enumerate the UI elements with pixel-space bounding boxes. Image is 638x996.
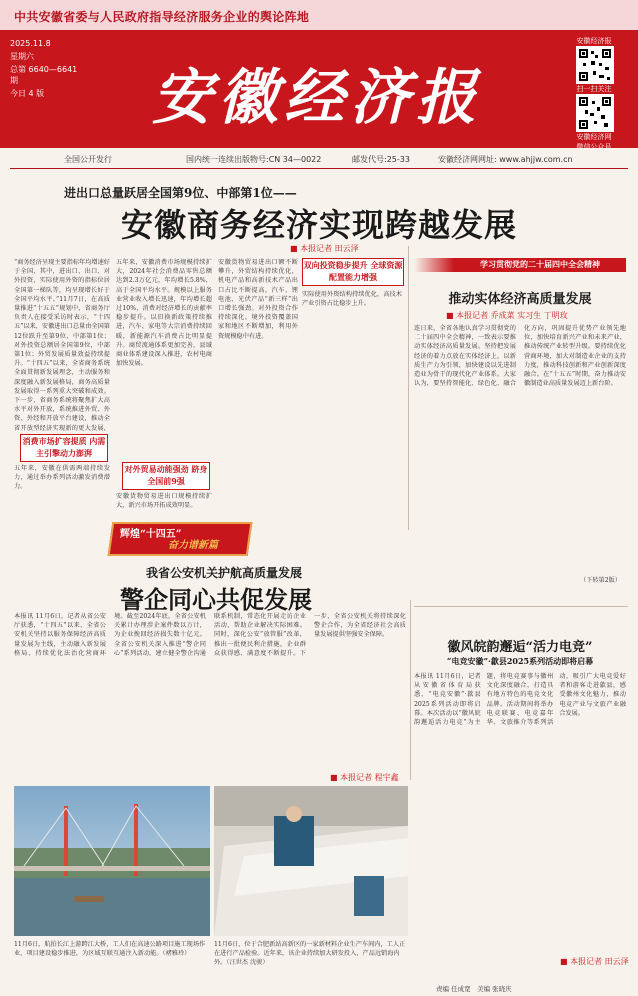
lead-subhead-2 [122, 462, 210, 490]
divider [414, 606, 628, 607]
lead-column-2-tail: 安徽货物贸易进出口规模持续扩大，新兴市场开拓成效明显。 [116, 493, 212, 510]
lead-column-1: “商务经济呈现主要指标年均增速好于全国，其中，进出口、出口、对外投资、实际使用外资的指标位居全国第一梯队等，均呈现增长好于全国平均水平。”11月7日，在高质量推进“十五五”规划中，省商务厅负责人在接受采访时表示，“十四五”以来，安徽进出口总量由全国第12位跃升至第9位，中部第1位；对外投资总额居全国第9位，中部第1位；外贸发展质量效益持续提升。“十四五”以来，全省商务系统全面贯彻新发展理念，主动服务和深度融入新发展格局，商务高质量发展取得一系列重大突破和成效。下一步，省商务系统将聚焦扩大高水平对外开放，系统推进外贸、外资、外经和开放平台建设，推动全省开放型经济实现新的更大发展， [14, 259, 110, 431]
qr-code-icon[interactable] [576, 94, 614, 132]
lead-column-3: 安徽货物贸易进出口额不断攀升，外贸结构持续优化，机电产品和高新技术产品出口占比不断提高，汽车、锂电池、光伏产品“新三样”出口增长强劲。对外投资合作持续深化，境外投资覆盖国家和地区不断增加，利用外资规模稳中有进。 [218, 259, 298, 340]
info-distribution: 全国公开发行 [64, 155, 112, 164]
lead-subhead-3-text: 双向投资稳步提升 全球资源配置能力增强 [303, 260, 403, 282]
info-line [0, 150, 638, 166]
second-byline: ■ 本报记者 程宇鑫 [330, 773, 399, 782]
banner-ribbon-icon [414, 258, 454, 272]
lead-subhead-2-text: 对外贸易动能强劲 跻身全国前9强 [124, 464, 208, 486]
section-stamp [110, 522, 246, 552]
right-headline: 推动实体经济高质量发展 [448, 292, 592, 307]
third-body: 本报讯 11月6日，记者从安徽省体育局获悉，“电竞安徽”·歙县2025系列活动即将启幕。本次活动以“徽风皖韵邂逅活力电竞”为主题，将电竞赛事与徽州文化深度融合，打造具有地方特色的电竞文化品牌。活动期间将举办电竞联赛、电竞嘉年华、文旅推介等系列活动，吸引广大电竞爱好者和游客走进歙县，感受徽州文化魅力，推动电竞产业与文旅产业融合发展。 [414, 673, 626, 727]
qr2-caption: 安徽经济网 [576, 133, 612, 141]
newspaper-title: 安徽经济报 [152, 63, 482, 133]
issue-pages: 今日 4 版 [10, 89, 45, 98]
second-headline: 警企同心共促发展 [120, 585, 312, 614]
masthead [92, 36, 542, 136]
issue-number: 总第 6640—6641期 [10, 65, 78, 85]
issue-weekday: 星期六 [10, 52, 34, 61]
right-banner [414, 258, 626, 274]
info-cn-number: 国内统一连续出版物号:CN 34—0022 [186, 155, 322, 164]
second-kicker: 我省公安机关护航高质量发展 [146, 566, 303, 580]
divider [410, 600, 411, 780]
second-body: 本报讯 11月6日，记者从省公安厅获悉，“十四五”以来，全省公安机关坚持以服务保障经济高质量发展为主线，主动融入新发展格局，持续优化法治化营商环境。截至2024年底，全省公安机关累计办理涉企案件数以万计，为企业挽回经济损失数十亿元。全省公安机关深入推进“警企同心”系列活动，建立健全警企沟通联系机制，常态化开展走访企业活动，帮助企业解决实际困难。同时，深化公安“放管服”改革，推出一批便民利企措施，企业群众获得感、满意度不断提升。下一步，全省公安机关将持续深化警企合作，为全省经济社会高质量发展提供坚强安全保障。 [14, 613, 406, 657]
lead-headline: 安徽商务经济实现跨越发展 [120, 206, 517, 244]
right-body: 连日来，全省各地认真学习贯彻党的二十届四中全会精神，一致表示要推动实体经济高质量发展。坚持把发展经济的着力点放在实体经济上，以新质生产力为引领，加快建设以先进制造业为骨干的现代化产业体系。大家认为，要坚持智能化、绿色化、融合化方向，巩固提升优势产业领先地位，加快培育新兴产业和未来产业，推动传统产业转型升级。要持续优化营商环境，加大对制造业企业的支持力度，推动科技创新和产业创新深度融合。在“十五五”时期，奋力推动安徽制造业高质量发展迈上新台阶。 [414, 325, 626, 388]
bridge-photo [14, 786, 210, 936]
lead-byline: ■ 本报记者 田云泽 [290, 244, 359, 253]
stamp-label: 辉煌“十四五” [120, 529, 182, 540]
info-post-code: 邮发代号:25-33 [352, 155, 410, 164]
top-banner [0, 0, 638, 30]
right-banner-label: 学习贯彻党的二十届四中全会精神 [454, 258, 626, 272]
lead-subhead-1-text: 消费市场扩容提质 内需主引擎动力澎湃 [22, 436, 106, 458]
top-slogan: 中共安徽省委与人民政府指导经济服务企业的舆论阵地 [14, 10, 310, 24]
photo-caption-left: 11月6日，航拍长江上游跨江大桥，工人们在高速公路项目施工现场作业，项目建设稳步推进，为区域互联互通注入新动能。（褚雅玲） [14, 941, 206, 957]
footer-editor: 责编 任成宽 美编 张晓庆 [436, 985, 512, 993]
third-subheadline: “电竞安徽”·歙县2025系列活动即将启幕 [446, 656, 594, 666]
third-headline: 徽风皖韵邂逅“活力电竞” [447, 640, 593, 655]
right-byline: ■ 本报记者 乔成菜 实习生 丁明玫 [446, 311, 568, 320]
lead-column-1-tail: 五年来，安徽在供需两端持续发力，通过举办系列活动激发消费潜力。 [14, 465, 110, 491]
photo-caption-right: 11月6日，位于合肥新站高新区的一家新材料企业生产车间内，工人正在进行产品检验。近年来，该企业持续加大研发投入，产品远销海内外。（汪世杰 沈骏） [214, 941, 406, 966]
divider [10, 168, 628, 169]
issue-date: 2025.11.8 [10, 39, 51, 48]
qr1-sub: 扫一扫关注 [576, 85, 612, 93]
right-jump: （下转第2版） [580, 577, 622, 584]
stamp-sub: 奋力谱新篇 [168, 540, 218, 551]
third-byline: ■ 本报记者 田云泽 [560, 957, 629, 966]
factory-photo [214, 786, 408, 936]
lead-subhead-3 [302, 258, 404, 286]
lead-subhead-1 [20, 434, 108, 462]
lead-column-2: 五年来，安徽消费市场规模持续扩大，2024年社会消费品零售总额达到2.3万亿元，年均增长5.8%，高于全国平均水平。规模以上服务业营业收入增长迅速，年均增长超过10%，消费对经济增长的贡献率稳步提升。以旧换新政策持续推进，汽车、家电等大宗消费持续回暖，新能源汽车消费占比明显提升。商贸流通体系更加完善，县域商业体系建设深入推进，农村电商加快发展。 [116, 259, 212, 368]
qr-block-1 [576, 36, 619, 94]
qr-block-2 [576, 94, 619, 152]
info-website: 安徽经济网网址: www.ahjjw.com.cn [438, 155, 573, 164]
issue-meta [0, 38, 80, 101]
qr2-sub: 微信公众号 [576, 143, 612, 151]
qr-code-icon[interactable] [576, 46, 614, 84]
divider [408, 246, 409, 530]
lead-column-3-tail: 实际使用外资结构持续优化，高技术产业引资占比稳步上升。 [302, 291, 402, 308]
qr1-caption: 安徽经济报 [576, 37, 612, 45]
lead-kicker: 进出口总量跃居全国第9位、中部第1位—— [64, 186, 297, 200]
